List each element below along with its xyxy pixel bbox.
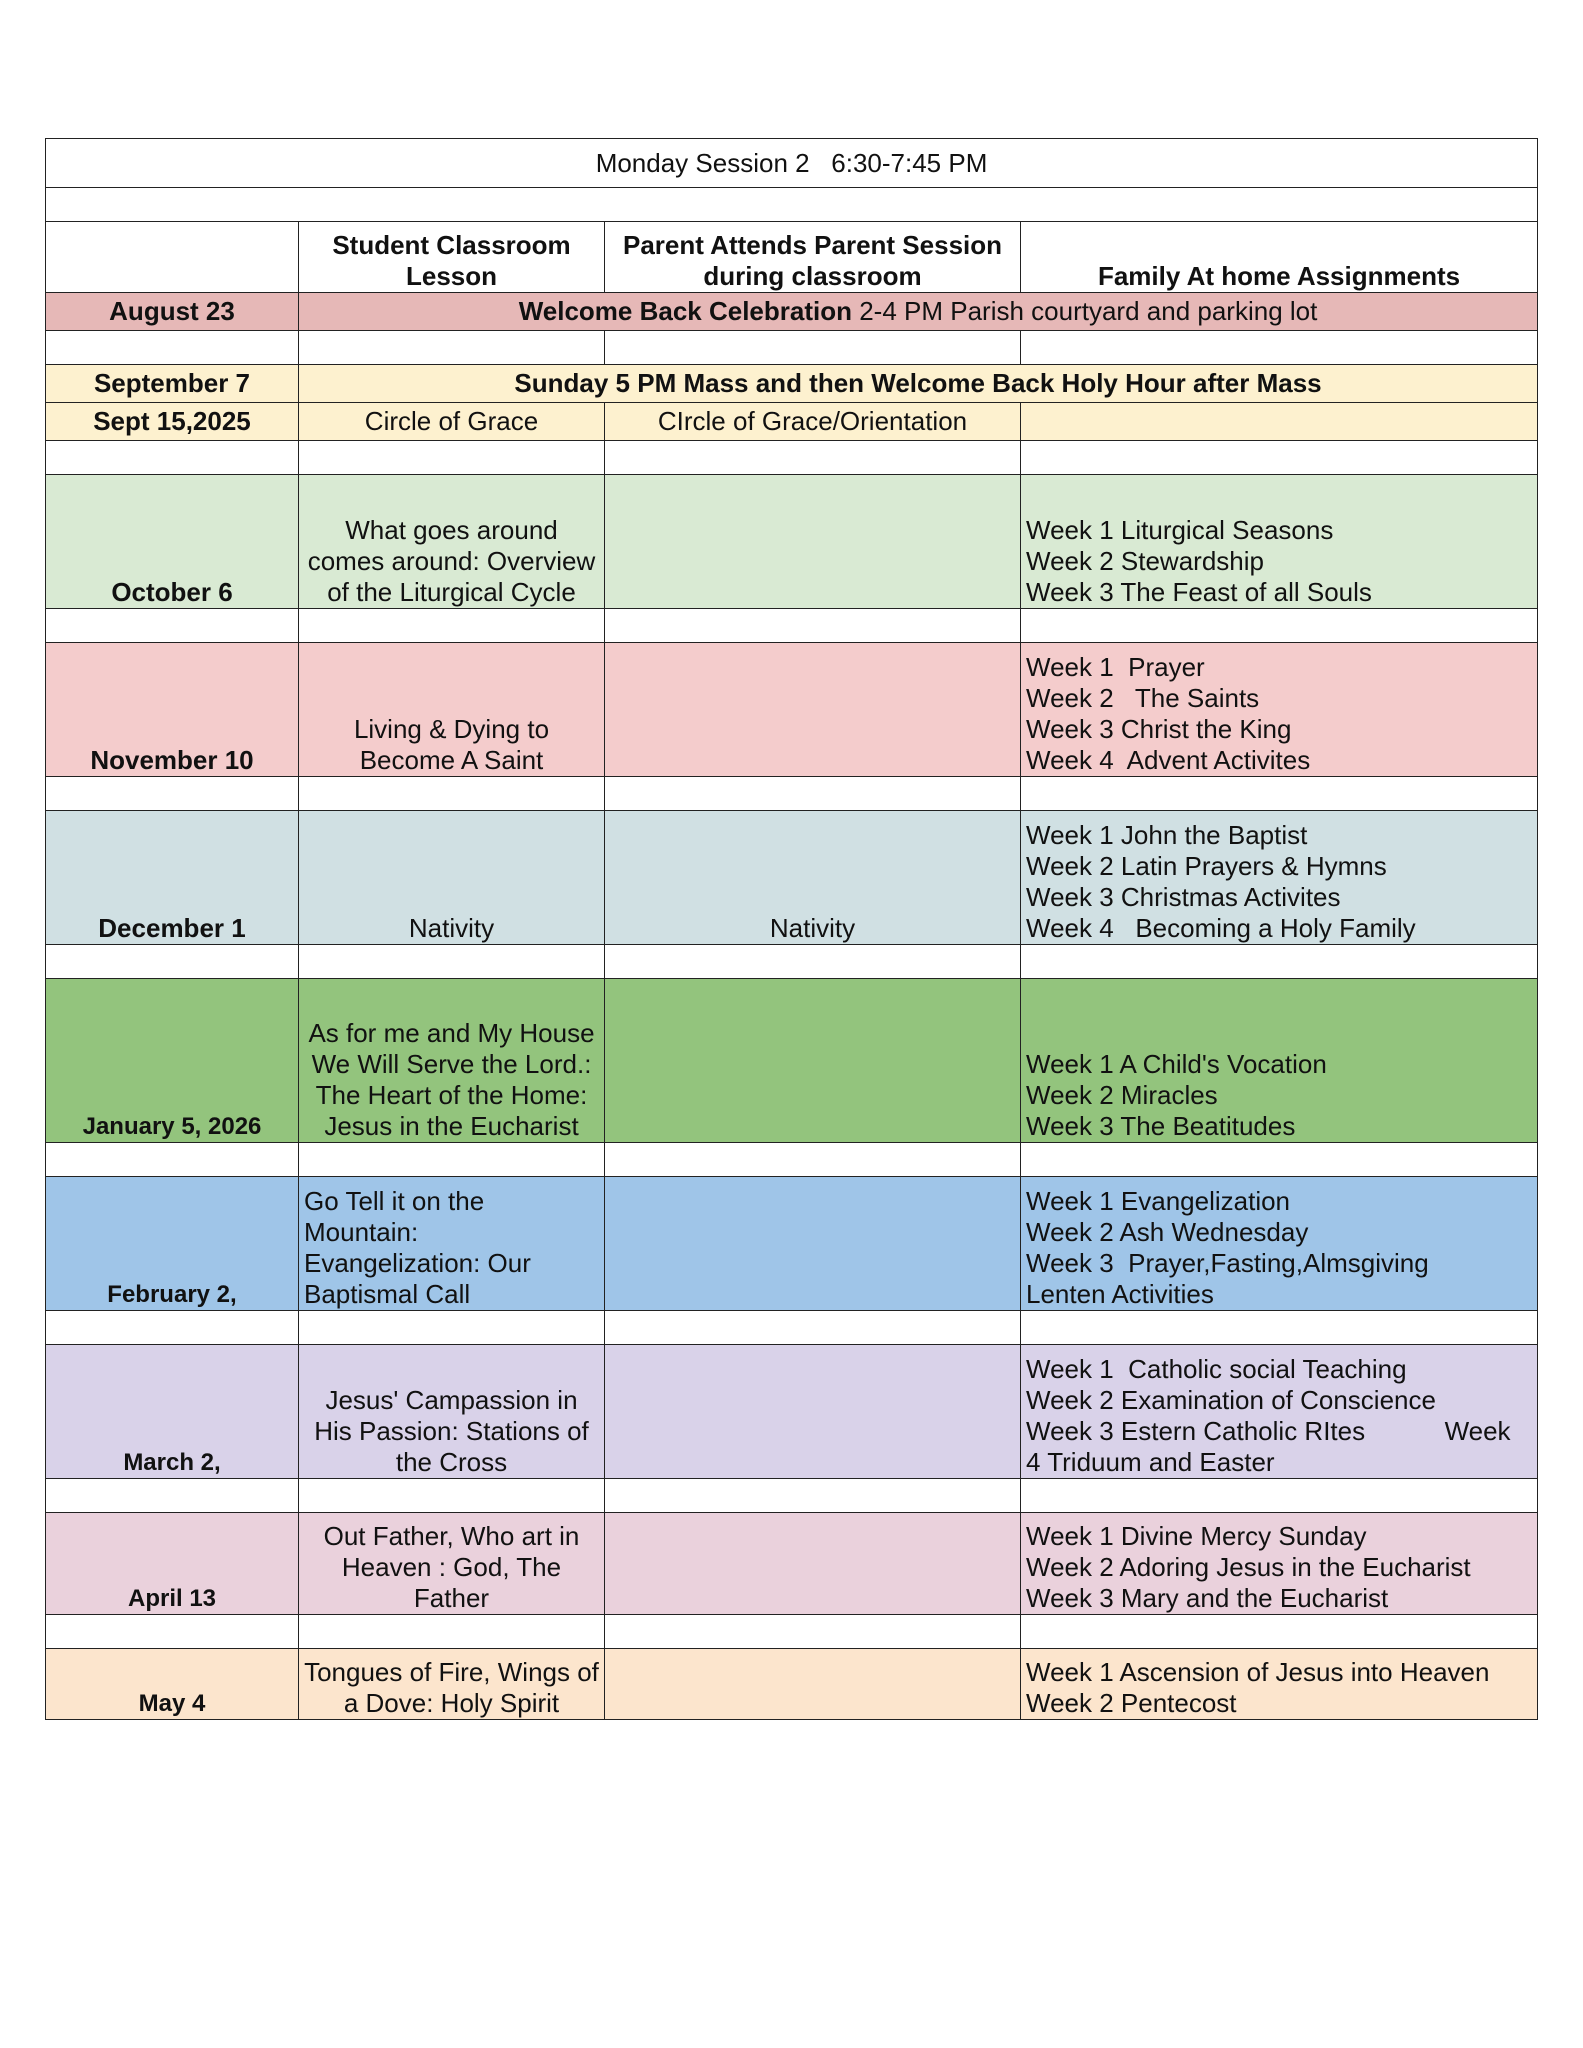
assignment-item: Week 4 Becoming a Holy Family [1026,913,1416,943]
spacer-cell [299,1615,605,1649]
assignment-item: Week 1 Catholic social Teaching [1026,1354,1407,1384]
spacer-cell [1021,331,1538,365]
session-row [46,643,1538,777]
session-row [46,1649,1538,1720]
spacer-cell [1021,777,1538,811]
session-date: April 13 [46,1513,299,1615]
assignment-item: Week 1 John the Baptist [1026,820,1308,850]
spacer-cell [1021,1479,1538,1513]
session-row [46,1177,1538,1311]
student-lesson: Go Tell it on the Mountain: Evangelization: Our Baptismal Call [299,1177,605,1311]
assignment-item: Week 1 Ascension of Jesus into Heaven [1026,1657,1490,1687]
parent-session [605,979,1021,1143]
assignment-item: Week 3 Prayer,Fasting,Almsgiving [1026,1248,1429,1278]
spacer-cell [46,945,299,979]
assignment-item: Week 3 The Feast of all Souls [1026,577,1372,607]
assignment-item: Week 1 Divine Mercy Sunday [1026,1521,1367,1551]
event-date: September 7 [46,365,299,403]
family-assignments [1021,1345,1538,1479]
event-row [46,365,1538,403]
spacer-cell [605,1143,1021,1177]
session-date: December 1 [46,811,299,945]
spacer-cell [605,1479,1021,1513]
family-assignments [1021,643,1538,777]
event-description [299,365,1538,403]
spacer-cell [1021,609,1538,643]
student-lesson: Living & Dying to Become A Saint [299,643,605,777]
parent-session [605,643,1021,777]
parent-session [605,1513,1021,1615]
family-assignments [1021,811,1538,945]
header-student-lesson: Student Classroom Lesson [299,222,605,293]
spacer-cell [605,777,1021,811]
assignment-item: Week 4 Advent Activites [1026,745,1311,775]
assignment-item: Week 2 Pentecost [1026,1688,1237,1718]
spacer-cell [299,945,605,979]
session-row [46,1345,1538,1479]
student-lesson: What goes around comes around: Overview of the Liturgical Cycle [299,475,605,609]
event-row [46,293,1538,331]
spacer-cell [605,1615,1021,1649]
spacer-cell [299,1479,605,1513]
student-lesson: Nativity [299,811,605,945]
spacer-cell [46,777,299,811]
assignment-item: Week 2 Adoring Jesus in the Eucharist [1026,1552,1471,1582]
assignment-item: Lenten Activities [1026,1279,1214,1309]
session-row [46,403,1538,441]
session-row [46,811,1538,945]
parent-session [605,1177,1021,1311]
schedule-table [45,138,1538,1720]
spacer-row [46,777,1538,811]
assignment-item: Week 3 The Beatitudes [1026,1111,1296,1141]
session-date: November 10 [46,643,299,777]
parent-session [605,475,1021,609]
assignment-item: Week 2 Latin Prayers & Hymns [1026,851,1387,881]
session-date: January 5, 2026 [46,979,299,1143]
title-row [46,139,1538,188]
spacer-cell [46,441,299,475]
assignment-item: Week 1 Evangelization [1026,1186,1291,1216]
spacer-cell [1021,1143,1538,1177]
header-date [46,222,299,293]
family-assignments [1021,475,1538,609]
spacer-cell [299,441,605,475]
spacer-row [46,1311,1538,1345]
event-date: August 23 [46,293,299,331]
parent-session: Nativity [605,811,1021,945]
spacer-cell [299,609,605,643]
family-assignments [1021,403,1538,441]
assignment-item: Week 1 Prayer [1026,652,1205,682]
spacer-cell [605,609,1021,643]
spacer-row [46,1479,1538,1513]
session-date: May 4 [46,1649,299,1720]
session-row [46,1513,1538,1615]
assignment-item: Week 2 The Saints [1026,683,1260,713]
spacer-row [46,1143,1538,1177]
session-date: March 2, [46,1345,299,1479]
spacer-cell [605,1311,1021,1345]
family-assignments [1021,979,1538,1143]
spacer-row [46,441,1538,475]
family-assignments [1021,1513,1538,1615]
spacer-cell [605,945,1021,979]
assignment-item: Week 3 Estern Catholic RItes Week [1026,1416,1511,1446]
spacer-row [46,1615,1538,1649]
spacer-cell [1021,1615,1538,1649]
spacer-cell [299,777,605,811]
spacer-cell [46,609,299,643]
event-details: 2-4 PM Parish courtyard and parking lot [852,296,1318,326]
header-family-assignments: Family At home Assignments [1021,222,1538,293]
spacer-cell [299,1143,605,1177]
event-description [299,293,1538,331]
spacer-cell [299,1311,605,1345]
assignment-item: Week 3 Christmas Activites [1026,882,1341,912]
schedule-body [46,139,1538,1720]
event-title: Sunday 5 PM Mass and then Welcome Back Holy Hour after Mass [514,368,1322,398]
spacer-cell [605,441,1021,475]
spacer-cell [1021,1311,1538,1345]
session-row [46,979,1538,1143]
family-assignments [1021,1649,1538,1720]
assignment-item: 4 Triduum and Easter [1026,1447,1275,1477]
header-parent-session: Parent Attends Parent Session during classroom [605,222,1021,293]
assignment-item: Week 2 Stewardship [1026,546,1264,576]
spacer-cell [299,331,605,365]
student-lesson: As for me and My House We Will Serve the Lord.: The Heart of the Home: Jesus in the Eucharist [299,979,605,1143]
session-row [46,475,1538,609]
spacer-cell [46,1615,299,1649]
spacer-row [46,945,1538,979]
student-lesson: Out Father, Who art in Heaven : God, The Father [299,1513,605,1615]
assignment-item: Week 1 A Child's Vocation [1026,1049,1327,1079]
assignment-item: Week 1 Liturgical Seasons [1026,515,1334,545]
family-assignments [1021,1177,1538,1311]
spacer-cell [46,188,1538,222]
spacer-cell [46,1479,299,1513]
spacer-cell [46,1311,299,1345]
assignment-item: Week 3 Christ the King [1026,714,1292,744]
spacer-cell [1021,945,1538,979]
event-title: Welcome Back Celebration [518,296,852,326]
assignment-item: Week 2 Examination of Conscience [1026,1385,1436,1415]
student-lesson: Jesus' Campassion in His Passion: Stations of the Cross [299,1345,605,1479]
spacer-cell [605,331,1021,365]
session-date: Sept 15,2025 [46,403,299,441]
spacer-cell [46,331,299,365]
spacer-cell [1021,441,1538,475]
parent-session [605,1649,1021,1720]
spacer-row [46,331,1538,365]
assignment-item: Week 2 Ash Wednesday [1026,1217,1309,1247]
session-date: February 2, [46,1177,299,1311]
page-title: Monday Session 2 6:30-7:45 PM [46,139,1538,188]
assignment-item: Week 2 Miracles [1026,1080,1218,1110]
session-date: October 6 [46,475,299,609]
header-row [46,222,1538,293]
assignment-item: Week 3 Mary and the Eucharist [1026,1583,1389,1613]
spacer-row [46,188,1538,222]
parent-session [605,1345,1021,1479]
parent-session: CIrcle of Grace/Orientation [605,403,1021,441]
student-lesson: Tongues of Fire, Wings of a Dove: Holy Spirit [299,1649,605,1720]
spacer-row [46,609,1538,643]
student-lesson: Circle of Grace [299,403,605,441]
spacer-cell [46,1143,299,1177]
